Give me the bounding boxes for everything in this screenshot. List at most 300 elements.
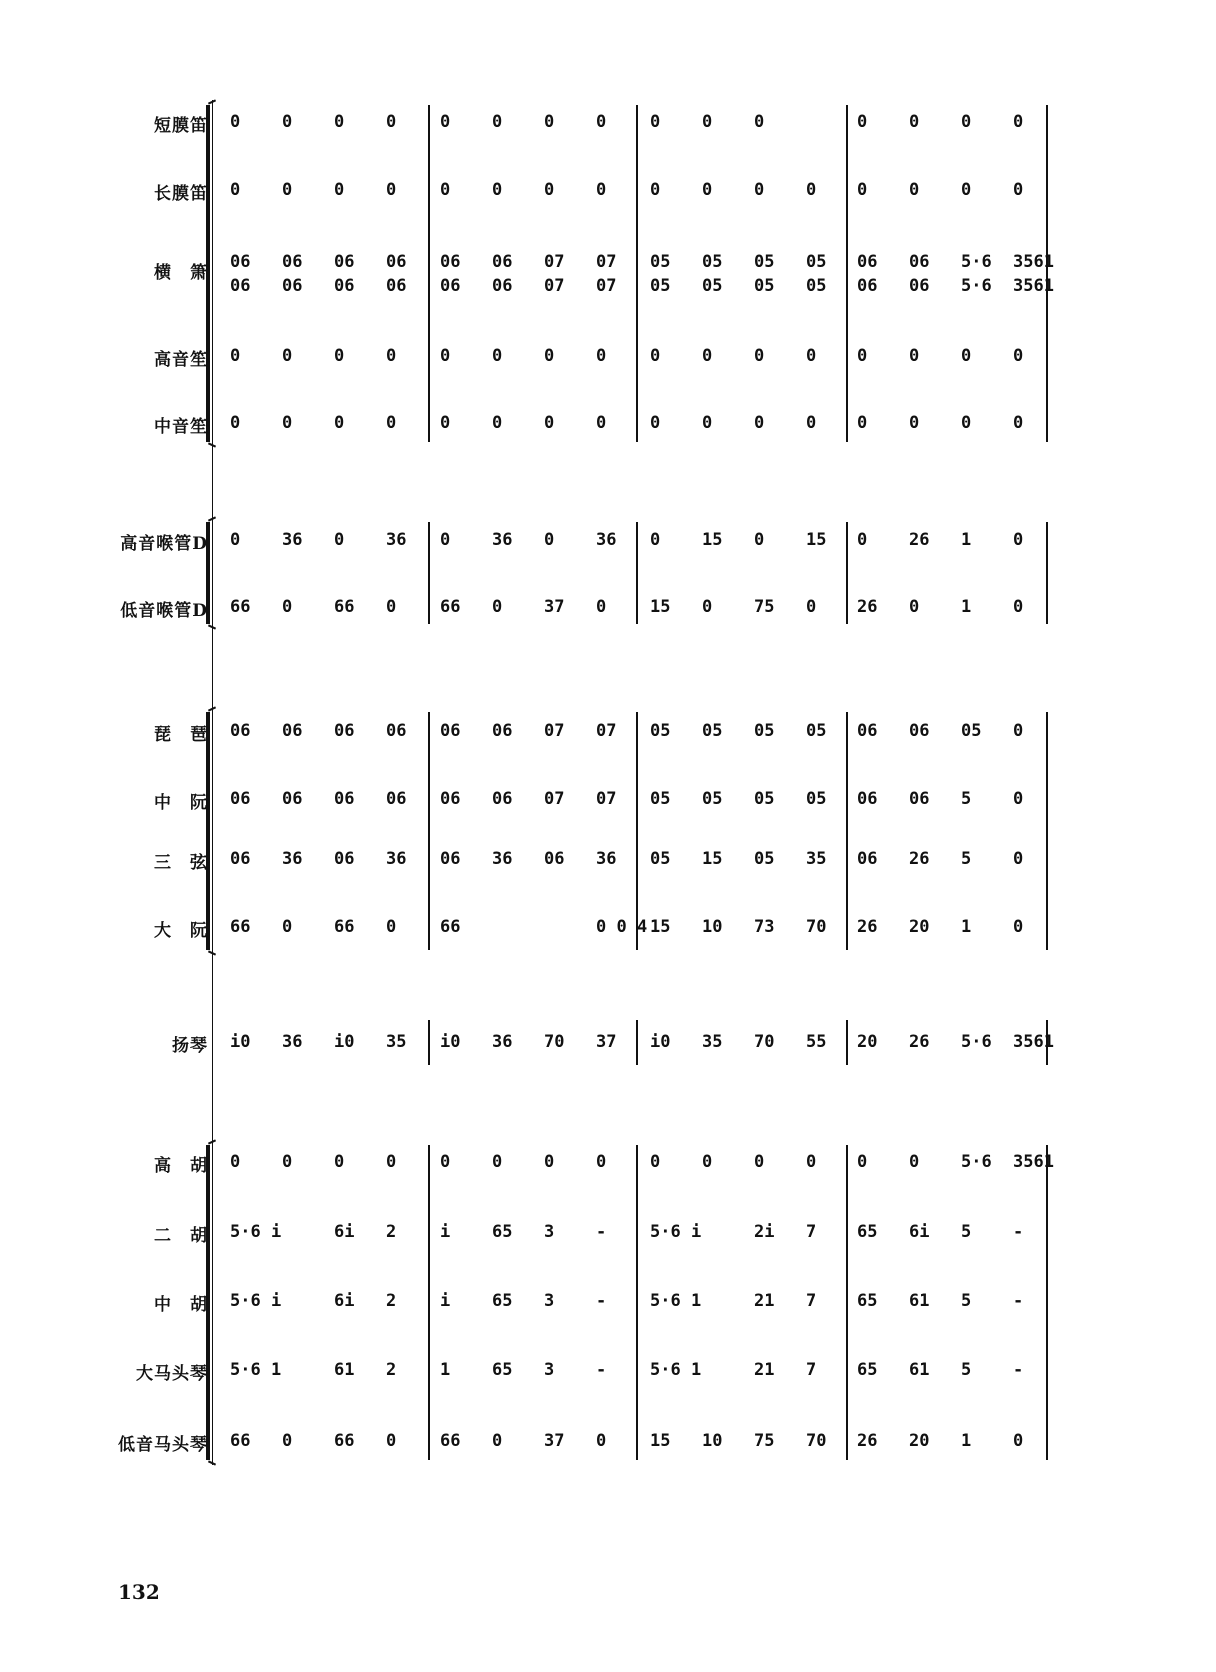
instrument-name: 长膜笛 <box>154 184 208 204</box>
note-cell: 0 <box>386 413 397 433</box>
note-cell: 5 <box>961 1360 972 1380</box>
bar-line <box>636 105 638 442</box>
note-cell: 0 <box>857 413 868 433</box>
note-cell: 0 <box>440 180 451 200</box>
note-cell: 05 <box>650 789 671 809</box>
bar-line <box>846 712 848 950</box>
note-cell: 0 <box>596 1152 607 1172</box>
note-cell: 15 <box>650 1431 671 1451</box>
note-cell: 66 <box>230 597 251 617</box>
note-cell: 0 <box>961 180 972 200</box>
instrument-name: 二 胡 <box>154 1226 208 1246</box>
note-cell: 65 <box>857 1360 878 1380</box>
note-cell: 0 <box>1013 180 1024 200</box>
bar-line <box>428 105 430 442</box>
note-cell: 0 <box>754 346 765 366</box>
instrument-name: 大马头琴 <box>136 1364 208 1384</box>
note-cell: 06 <box>230 789 251 809</box>
note-cell: 70 <box>806 1431 827 1451</box>
note-cell: 05 <box>702 721 723 741</box>
note-cell: 66 <box>440 597 461 617</box>
note-cell: 3 <box>544 1360 555 1380</box>
note-cell: 0 <box>1013 849 1024 869</box>
instrument-name: 低音马头琴 <box>118 1435 208 1455</box>
note-cell: 0 <box>282 917 293 937</box>
note-cell: - <box>596 1222 607 1242</box>
note-cell: 37 <box>544 1431 565 1451</box>
note-cell: 15 <box>702 530 723 550</box>
note-cell: 05 <box>961 721 982 741</box>
note-cell: 2 <box>386 1291 397 1311</box>
note-cell: 06 06 <box>857 252 878 296</box>
note-cell: 36 <box>596 849 617 869</box>
note-cell: 0 <box>702 180 713 200</box>
final-bar-line <box>1046 1145 1048 1460</box>
instrument-name: 三 弦 <box>154 853 208 873</box>
note-cell: 0 <box>909 180 920 200</box>
note-cell: 61 <box>909 1360 930 1380</box>
note-cell: 05 <box>754 849 775 869</box>
note-cell: 5·6 i <box>230 1222 282 1242</box>
note-cell: 21 <box>754 1360 775 1380</box>
note-cell: 65 <box>857 1291 878 1311</box>
note-cell: - <box>1013 1360 1024 1380</box>
note-cell: 06 <box>492 721 513 741</box>
instrument-name: 高 胡 <box>154 1156 208 1176</box>
note-cell: 1 <box>961 1431 972 1451</box>
bar-line <box>428 1145 430 1460</box>
instrument-name: 大 阮 <box>154 921 208 941</box>
note-cell: 0 <box>334 346 345 366</box>
note-cell: 0 <box>334 413 345 433</box>
bar-line <box>636 1145 638 1460</box>
note-cell: 06 <box>230 849 251 869</box>
note-cell: 05 <box>754 789 775 809</box>
note-cell: 70 <box>544 1032 565 1052</box>
note-cell: 26 <box>909 530 930 550</box>
note-cell: i <box>440 1291 451 1311</box>
note-cell: 0 <box>596 413 607 433</box>
note-cell: 6i <box>334 1222 355 1242</box>
note-cell: 5·6 1 <box>650 1360 702 1380</box>
note-cell: 0 <box>544 1152 555 1172</box>
note-cell: 36 <box>386 530 407 550</box>
note-cell: 66 <box>230 1431 251 1451</box>
note-cell: 0 <box>702 597 713 617</box>
note-cell: 06 <box>282 721 303 741</box>
instrument-name: 高音喉管D <box>120 534 208 554</box>
note-cell: 36 <box>492 530 513 550</box>
note-cell: 26 <box>909 1032 930 1052</box>
note-cell: 0 <box>492 1431 503 1451</box>
note-cell: 06 <box>334 849 355 869</box>
note-cell: 65 <box>492 1360 513 1380</box>
note-cell: 66 <box>334 1431 355 1451</box>
note-cell: 06 <box>909 789 930 809</box>
instrument-name: 高音笙 <box>154 350 208 370</box>
note-cell: 15 <box>650 597 671 617</box>
note-cell: 0 <box>596 597 607 617</box>
note-cell: 06 <box>230 721 251 741</box>
instrument-name: 中 阮 <box>154 793 208 813</box>
note-cell: 06 06 <box>909 252 930 296</box>
note-cell: - <box>1013 1222 1024 1242</box>
note-cell: 0 <box>596 346 607 366</box>
note-cell: i0 <box>334 1032 355 1052</box>
bar-line <box>428 712 430 950</box>
note-cell: 0 <box>702 1152 713 1172</box>
note-cell: 0 <box>386 597 397 617</box>
note-cell: 15 <box>650 917 671 937</box>
note-cell: 61 <box>334 1360 355 1380</box>
note-cell: 0 <box>1013 530 1024 550</box>
note-cell: 06 <box>544 849 565 869</box>
note-cell: 35 <box>702 1032 723 1052</box>
note-cell: 06 06 <box>440 252 461 296</box>
note-cell: 0 <box>1013 789 1024 809</box>
note-cell: 0 <box>544 346 555 366</box>
note-cell: 07 <box>544 789 565 809</box>
note-cell: 1 <box>961 917 972 937</box>
note-cell: 0 <box>754 180 765 200</box>
note-cell: 35 <box>386 1032 407 1052</box>
note-cell: 26 <box>857 917 878 937</box>
note-cell: 0 <box>857 530 868 550</box>
instrument-name: 中音笙 <box>154 417 208 437</box>
note-cell: i0 <box>440 1032 461 1052</box>
note-cell: 0 <box>857 346 868 366</box>
note-cell: 0 <box>650 530 661 550</box>
note-cell: 2 <box>386 1222 397 1242</box>
note-cell: 0 <box>544 413 555 433</box>
bar-line <box>636 522 638 624</box>
note-cell: 0 <box>806 597 817 617</box>
note-cell: i0 <box>230 1032 251 1052</box>
note-cell: 5·6 <box>961 1152 992 1172</box>
group-bracket <box>206 712 210 950</box>
note-cell: 73 <box>754 917 775 937</box>
note-cell: 0 <box>1013 917 1024 937</box>
note-cell: 06 <box>386 789 407 809</box>
note-cell: 75 <box>754 597 775 617</box>
note-cell: 05 <box>650 721 671 741</box>
note-cell: 0 <box>596 112 607 132</box>
note-cell: 0 <box>492 180 503 200</box>
note-cell: 06 <box>282 789 303 809</box>
note-cell: 55 <box>806 1032 827 1052</box>
note-cell: 0 <box>754 530 765 550</box>
note-cell: 0 <box>492 112 503 132</box>
note-cell: 0 <box>806 346 817 366</box>
note-cell: 61 <box>909 1291 930 1311</box>
note-cell: 0 <box>1013 112 1024 132</box>
note-cell: 0 <box>857 112 868 132</box>
note-cell: 05 05 <box>806 252 827 296</box>
note-cell: 0 <box>596 180 607 200</box>
note-cell: 21 <box>754 1291 775 1311</box>
note-cell: 07 07 <box>544 252 565 296</box>
note-cell: 0 <box>544 530 555 550</box>
note-cell: i0 <box>650 1032 671 1052</box>
note-cell: 5 <box>961 1222 972 1242</box>
note-cell: 37 <box>596 1032 617 1052</box>
note-cell: 0 <box>754 112 765 132</box>
note-cell: 65 <box>857 1222 878 1242</box>
note-cell: 06 06 <box>230 252 251 296</box>
note-cell: - <box>596 1291 607 1311</box>
note-cell: 5·6 <box>961 1032 992 1052</box>
note-cell: 0 <box>909 1152 920 1172</box>
note-cell: 0 <box>230 112 241 132</box>
note-cell: 5·6 i <box>230 1291 282 1311</box>
bar-line <box>846 105 848 442</box>
note-cell: 70 <box>754 1032 775 1052</box>
note-cell: 66 <box>334 917 355 937</box>
bar-line <box>428 1020 430 1065</box>
note-cell: 0 <box>1013 346 1024 366</box>
note-cell: 06 <box>492 789 513 809</box>
note-cell: 0 <box>440 346 451 366</box>
note-cell: 5 <box>961 849 972 869</box>
note-cell: 6i <box>909 1222 930 1242</box>
note-cell: 2 <box>386 1360 397 1380</box>
note-cell: 0 <box>650 346 661 366</box>
note-cell: 06 06 <box>386 252 407 296</box>
note-cell: 06 <box>440 849 461 869</box>
note-cell: 0 <box>440 530 451 550</box>
note-cell: 5 <box>961 1291 972 1311</box>
note-cell: 0 <box>440 1152 451 1172</box>
note-cell: 5·6 1 <box>230 1360 282 1380</box>
note-cell: 06 <box>334 789 355 809</box>
note-cell: 6i <box>334 1291 355 1311</box>
note-cell: 5·6 1 <box>650 1291 702 1311</box>
note-cell: 0 <box>334 112 345 132</box>
instrument-name: 低音喉管D <box>120 601 208 621</box>
note-cell: 0 <box>961 112 972 132</box>
note-cell: 0 <box>754 1152 765 1172</box>
note-cell: 05 05 <box>754 252 775 296</box>
note-cell: 06 <box>386 721 407 741</box>
note-cell: 20 <box>909 1431 930 1451</box>
note-cell: 7 <box>806 1222 817 1242</box>
note-cell: 7 <box>806 1360 817 1380</box>
note-cell: 65 <box>492 1222 513 1242</box>
note-cell: 36 <box>596 530 617 550</box>
note-cell: 0 <box>909 346 920 366</box>
note-cell: 06 06 <box>282 252 303 296</box>
note-cell: 0 <box>230 1152 241 1172</box>
note-cell: 0 <box>702 346 713 366</box>
note-cell: 0 <box>230 346 241 366</box>
note-cell: 0 <box>492 346 503 366</box>
note-cell: 05 <box>806 789 827 809</box>
note-cell: 0 <box>806 1152 817 1172</box>
note-cell: 0 <box>492 1152 503 1172</box>
note-cell: 20 <box>857 1032 878 1052</box>
note-cell: 0 <box>386 180 397 200</box>
note-cell: 07 <box>596 789 617 809</box>
note-cell: 5 <box>961 789 972 809</box>
note-cell: 36 <box>282 849 303 869</box>
note-cell: 0 <box>909 112 920 132</box>
note-cell: 0 <box>650 180 661 200</box>
note-cell: - <box>1013 1291 1024 1311</box>
note-cell: 05 05 <box>702 252 723 296</box>
note-cell: 0 <box>492 597 503 617</box>
note-cell: 0 <box>806 180 817 200</box>
note-cell: 15 <box>702 849 723 869</box>
note-cell: 06 06 <box>334 252 355 296</box>
note-cell: 36 <box>386 849 407 869</box>
system-line <box>212 100 213 1465</box>
note-cell: 0 <box>230 530 241 550</box>
bar-line <box>636 1020 638 1065</box>
note-cell: 36 <box>282 1032 303 1052</box>
note-cell: 05 <box>702 789 723 809</box>
note-cell: 0 <box>282 1152 293 1172</box>
instrument-name: 中 胡 <box>154 1295 208 1315</box>
note-cell: 66 <box>334 597 355 617</box>
note-cell: 3 <box>544 1222 555 1242</box>
note-cell: 5·6 i <box>650 1222 702 1242</box>
note-cell: 0 <box>282 346 293 366</box>
page-number: 132 <box>118 1580 160 1604</box>
note-cell: 0 <box>386 1431 397 1451</box>
note-cell: 0 <box>650 413 661 433</box>
note-cell: 05 <box>754 721 775 741</box>
instrument-name: 短膜笛 <box>154 116 208 136</box>
note-cell: 5·6 5·6 <box>961 252 992 296</box>
note-cell: 0 <box>282 1431 293 1451</box>
note-cell: 26 <box>909 849 930 869</box>
note-cell: 0 <box>440 112 451 132</box>
note-cell: 0 <box>650 112 661 132</box>
note-cell: 10 <box>702 917 723 937</box>
note-cell: 07 07 <box>596 252 617 296</box>
bar-line <box>636 712 638 950</box>
note-cell: 66 <box>230 917 251 937</box>
note-cell: 35 <box>806 849 827 869</box>
note-cell: 66 <box>440 917 461 937</box>
note-cell: 1 <box>440 1360 451 1380</box>
instrument-name: 横 箫 <box>154 263 208 283</box>
final-bar-line <box>1046 712 1048 950</box>
note-cell: 0 <box>334 530 345 550</box>
note-cell: 0 <box>544 112 555 132</box>
note-cell: 0 <box>754 413 765 433</box>
note-cell: 06 <box>857 789 878 809</box>
note-cell: 3561 <box>1013 1032 1054 1052</box>
note-cell: 05 <box>650 849 671 869</box>
note-cell: 06 06 <box>492 252 513 296</box>
note-cell: 0 <box>1013 1431 1024 1451</box>
note-cell: 0 <box>650 1152 661 1172</box>
note-cell: - <box>596 1360 607 1380</box>
note-cell: 06 <box>909 721 930 741</box>
note-cell: 0 <box>386 917 397 937</box>
note-cell: 37 <box>544 597 565 617</box>
note-cell: 0 <box>230 413 241 433</box>
note-cell: 0 <box>857 1152 868 1172</box>
note-cell: 0 <box>544 180 555 200</box>
note-cell: 0 <box>334 180 345 200</box>
note-cell: 0 <box>1013 721 1024 741</box>
note-cell: 3561 <box>1013 1152 1054 1172</box>
note-cell: 66 <box>440 1431 461 1451</box>
note-cell: 0 <box>230 180 241 200</box>
note-cell: 0 <box>282 112 293 132</box>
note-cell: 0 <box>386 112 397 132</box>
instrument-name: 扬琴 <box>172 1036 208 1056</box>
note-cell: 0 <box>909 413 920 433</box>
note-cell: 26 <box>857 1431 878 1451</box>
note-cell: 75 <box>754 1431 775 1451</box>
note-cell: 0 <box>857 180 868 200</box>
note-cell: 06 <box>857 721 878 741</box>
note-cell: 2i <box>754 1222 775 1242</box>
note-cell: 0 <box>282 413 293 433</box>
bar-line <box>846 1020 848 1065</box>
note-cell: 36 <box>492 1032 513 1052</box>
note-cell: 06 <box>857 849 878 869</box>
note-cell: 36 <box>282 530 303 550</box>
note-cell: 0 <box>282 597 293 617</box>
bar-line <box>428 522 430 624</box>
note-cell: i <box>440 1222 451 1242</box>
bar-line <box>846 1145 848 1460</box>
final-bar-line <box>1046 522 1048 624</box>
note-cell: 0 <box>702 112 713 132</box>
note-cell: 0 <box>1013 597 1024 617</box>
note-cell: 0 <box>596 1431 607 1451</box>
note-cell: 0 <box>282 180 293 200</box>
note-cell: 65 <box>492 1291 513 1311</box>
note-cell: 26 <box>857 597 878 617</box>
bar-line <box>846 522 848 624</box>
note-cell: 10 <box>702 1431 723 1451</box>
note-cell: 0 <box>440 413 451 433</box>
note-cell: 0 <box>909 597 920 617</box>
note-cell: 06 <box>440 789 461 809</box>
note-cell: 0 0 4 <box>596 917 648 937</box>
note-cell: 3561 3561 <box>1013 252 1054 296</box>
note-cell: 15 <box>806 530 827 550</box>
note-cell: 07 <box>544 721 565 741</box>
note-cell: 0 <box>386 1152 397 1172</box>
note-cell: 05 05 <box>650 252 671 296</box>
note-cell: 0 <box>386 346 397 366</box>
note-cell: 1 <box>961 530 972 550</box>
note-cell: 0 <box>492 413 503 433</box>
note-cell: 07 <box>596 721 617 741</box>
note-cell: 0 <box>702 413 713 433</box>
note-cell: 0 <box>334 1152 345 1172</box>
note-cell: 06 <box>440 721 461 741</box>
note-cell: 1 <box>961 597 972 617</box>
note-cell: 7 <box>806 1291 817 1311</box>
instrument-name: 琵 琶 <box>154 725 208 745</box>
note-cell: 06 <box>334 721 355 741</box>
note-cell: 70 <box>806 917 827 937</box>
note-cell: 05 <box>806 721 827 741</box>
note-cell: 0 <box>806 413 817 433</box>
note-cell: 0 <box>1013 413 1024 433</box>
note-cell: 3 <box>544 1291 555 1311</box>
note-cell: 0 <box>961 346 972 366</box>
note-cell: 0 <box>961 413 972 433</box>
note-cell: 20 <box>909 917 930 937</box>
